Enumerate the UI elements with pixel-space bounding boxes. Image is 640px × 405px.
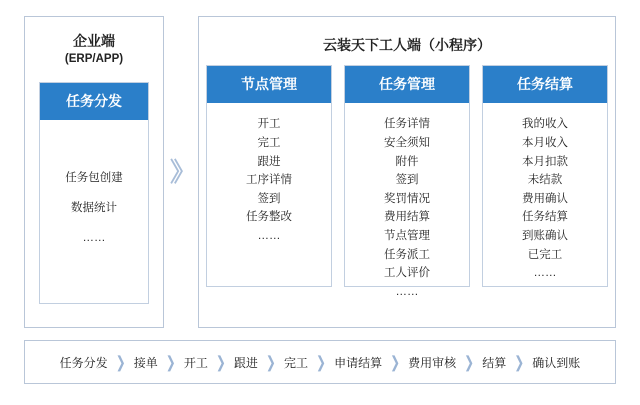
card-node-management-header: 节点管理: [207, 66, 331, 103]
list-item: 未结款: [527, 174, 563, 187]
list-item: 节点管理: [384, 230, 430, 243]
list-item: 任务结算: [522, 211, 568, 224]
process-flow-steps: [54, 354, 587, 371]
chevron-right-icon: ❯: [514, 352, 525, 372]
flow-step: 确认到账: [532, 355, 581, 370]
list-item: 签到: [257, 192, 281, 205]
enterprise-panel-subtitle: (ERP/APP): [64, 53, 124, 66]
flow-step: 申请结算: [334, 355, 383, 370]
list-item: 我的收入: [522, 118, 568, 131]
diagram-top-row: [24, 16, 616, 328]
list-item: 任务派工: [384, 248, 430, 261]
enterprise-panel-title: [65, 17, 123, 68]
list-item: ……: [82, 231, 106, 244]
flow-step: 完工: [283, 355, 308, 370]
list-item: ……: [395, 285, 419, 298]
worker-panel-title: 云装天下工人端（小程序）: [323, 37, 491, 53]
list-item: 完工: [257, 136, 281, 149]
worker-panel: [198, 16, 616, 328]
chevron-right-icon: ❯: [165, 352, 176, 372]
flow-step: 开工: [183, 355, 208, 370]
list-item: ……: [533, 267, 557, 280]
chevron-right-icon: ❯: [316, 352, 327, 372]
flow-step: 接单: [133, 355, 158, 370]
list-item: 费用确认: [522, 192, 568, 205]
list-item: 工序详情: [246, 174, 292, 187]
card-task-management-header: 任务管理: [345, 66, 469, 103]
worker-cards-row: [206, 65, 608, 298]
card-task-settlement-body: [483, 103, 607, 289]
list-item: 工人评价: [384, 267, 430, 280]
enterprise-panel-title-text: 企业端: [73, 33, 115, 49]
card-task-management-body: [345, 103, 469, 307]
flow-step: 跟进: [233, 355, 258, 370]
list-item: 开工: [257, 118, 281, 131]
process-flow-bar: [24, 340, 616, 384]
card-task-management: [344, 65, 470, 298]
list-item: 附件: [395, 155, 419, 168]
enterprise-panel: [24, 16, 164, 328]
card-task-distribution-header: 任务分发: [40, 83, 148, 120]
flow-step: 结算: [482, 355, 507, 370]
chevron-right-icon: ❯: [115, 352, 126, 372]
list-item: ……: [257, 230, 281, 243]
list-item: 任务详情: [384, 118, 430, 131]
card-node-management: [206, 65, 332, 287]
list-item: 签到: [395, 174, 419, 187]
chevron-right-double-icon: 》: [169, 157, 192, 187]
list-item: 任务包创建: [65, 171, 123, 184]
chevron-right-icon: ❯: [215, 352, 226, 372]
connector-arrow: [164, 16, 198, 328]
chevron-right-icon: ❯: [265, 352, 276, 372]
list-item: 已完工: [527, 248, 563, 261]
list-item: 本月收入: [522, 136, 568, 149]
card-task-settlement: [482, 65, 608, 287]
chevron-right-icon: ❯: [464, 352, 475, 372]
card-task-distribution: [39, 82, 149, 304]
chevron-right-icon: ❯: [390, 352, 401, 372]
list-item: 数据统计: [71, 201, 117, 214]
flow-step: 任务分发: [59, 355, 108, 370]
flow-step: 费用审核: [408, 355, 457, 370]
list-item: 本月扣款: [522, 155, 568, 168]
card-node-management-body: [207, 103, 331, 286]
list-item: 奖罚情况: [384, 192, 430, 205]
card-task-settlement-header: 任务结算: [483, 66, 607, 103]
card-task-distribution-body: [40, 120, 148, 303]
list-item: 费用结算: [384, 211, 430, 224]
list-item: 任务整改: [246, 211, 292, 224]
list-item: 跟进: [257, 155, 281, 168]
list-item: 安全须知: [384, 136, 430, 149]
list-item: 到账确认: [522, 230, 568, 243]
